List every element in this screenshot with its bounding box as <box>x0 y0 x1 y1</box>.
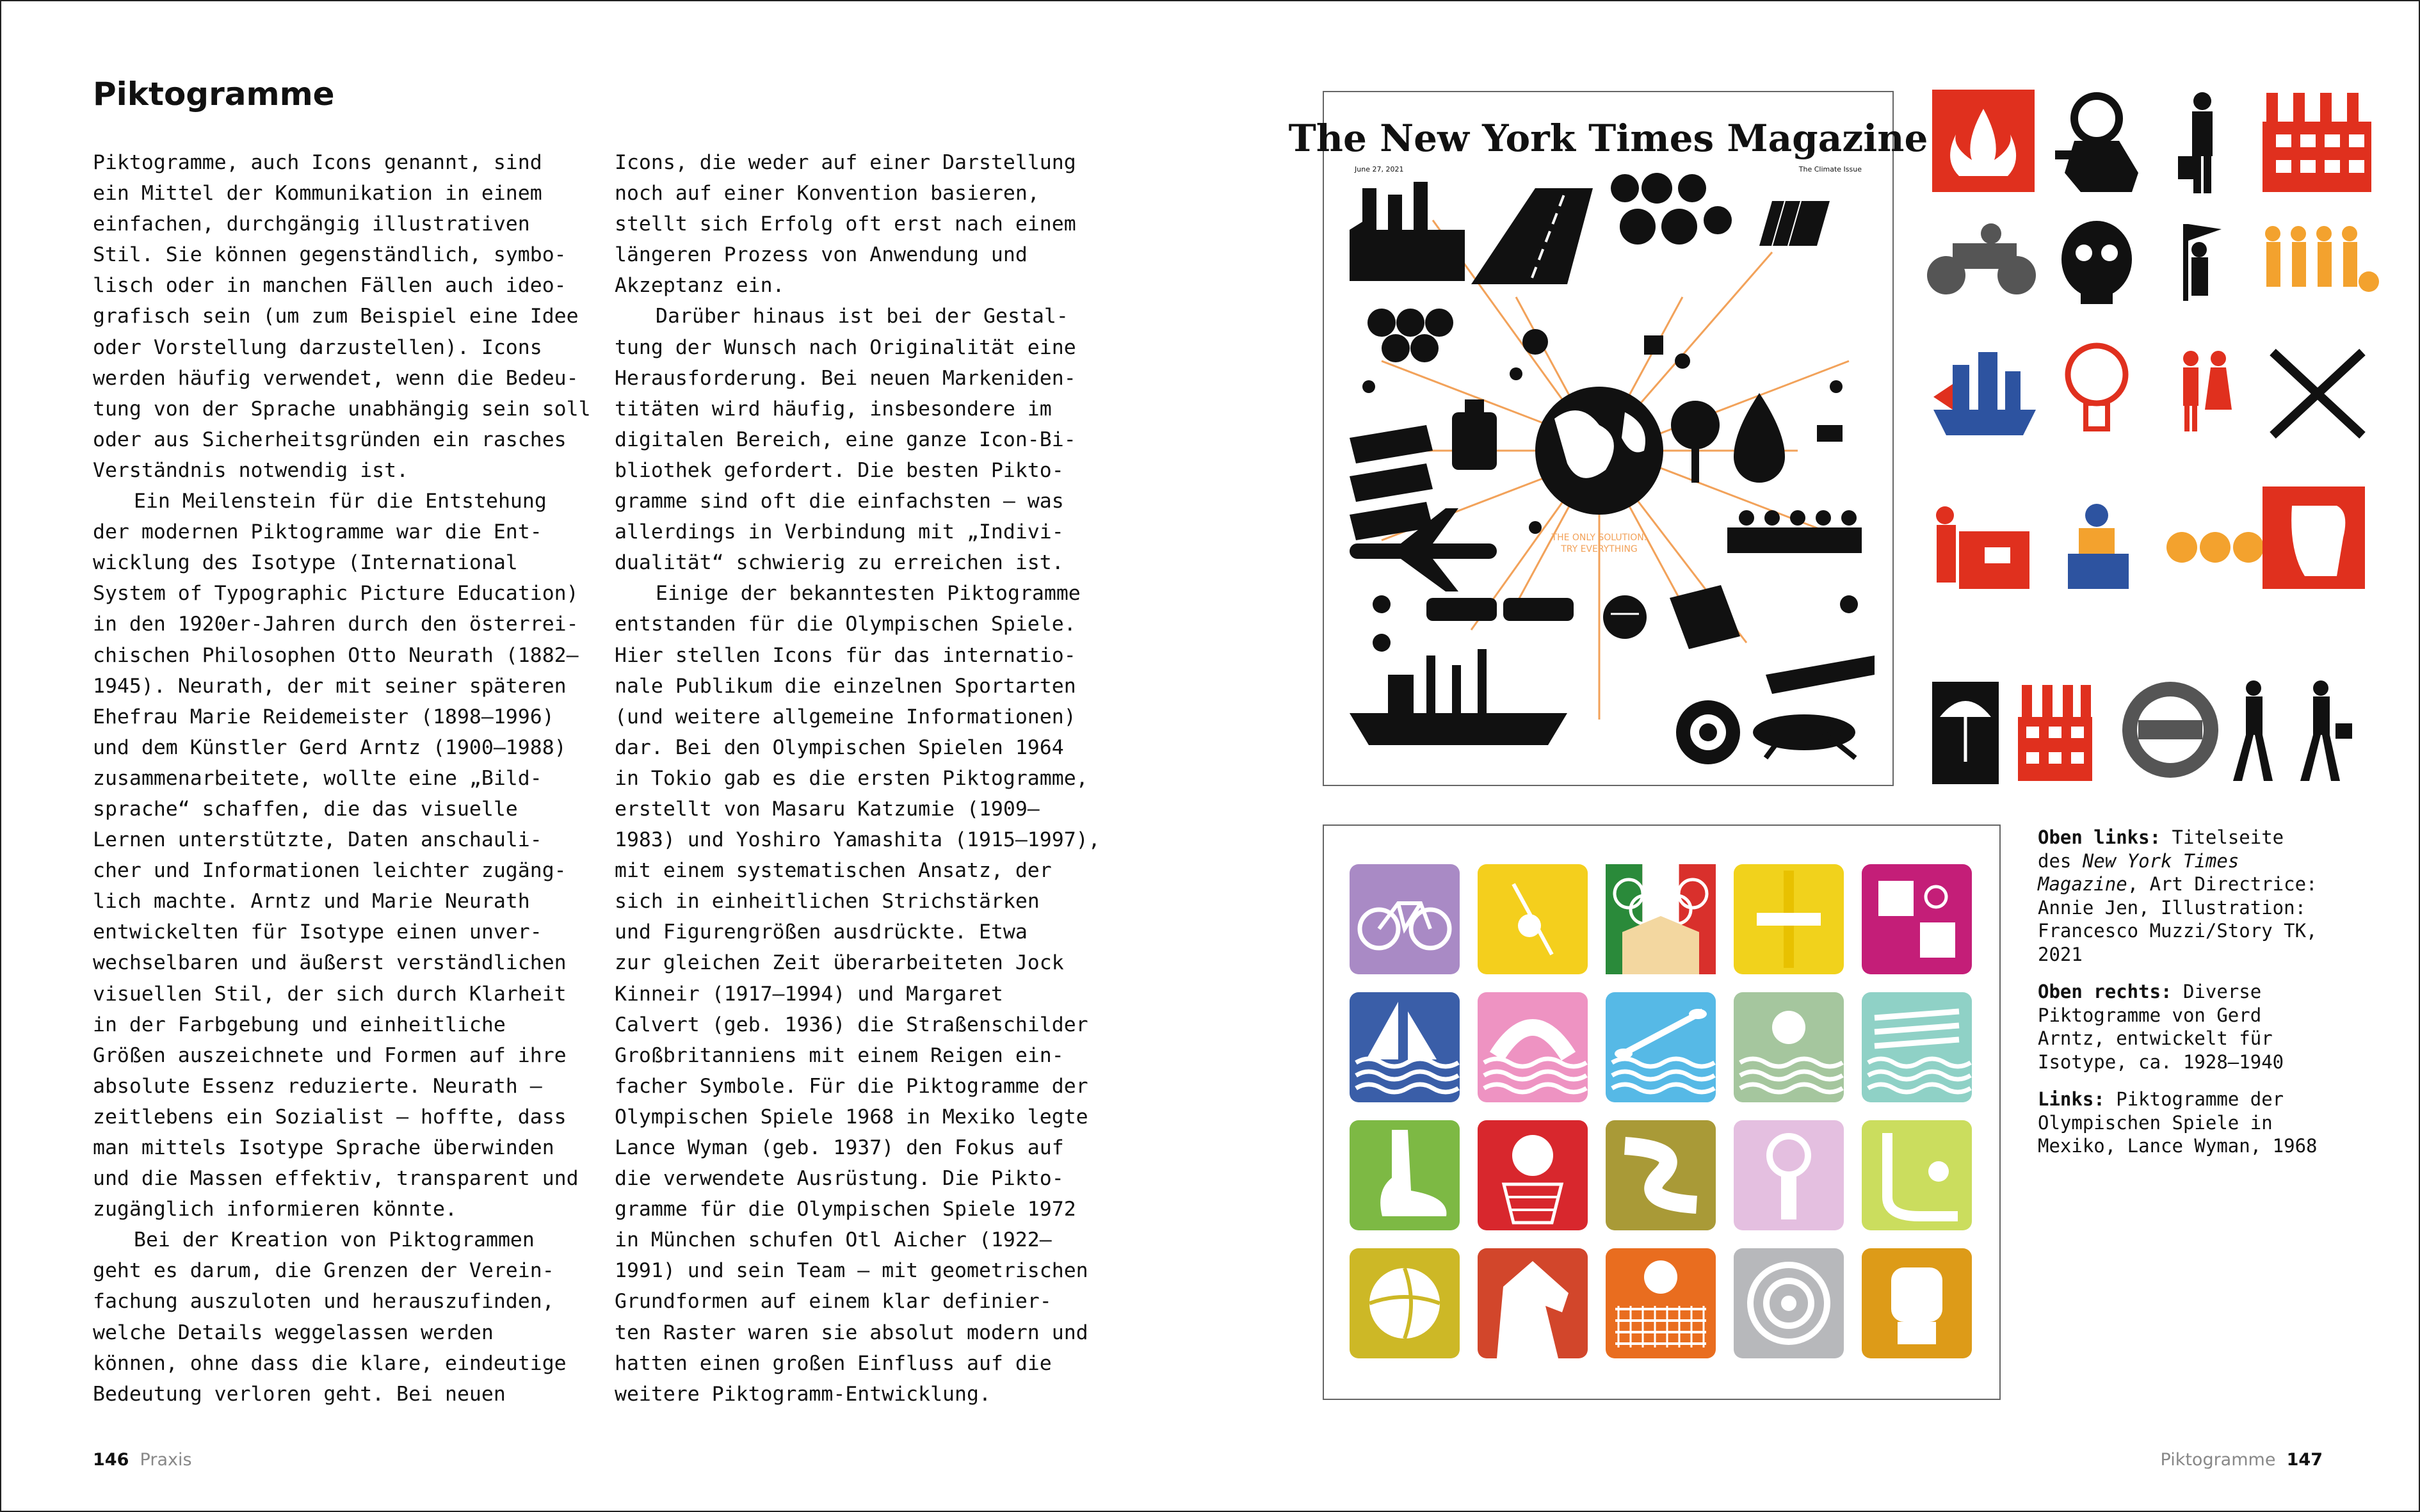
text-line: 1991) und sein Team – mit geometrischen <box>615 1259 1088 1283</box>
text-line: ten Raster waren sie absolut modern und <box>615 1321 1088 1344</box>
text-line: fachung auszuloten und herauszufinden, <box>93 1290 554 1314</box>
text-line: stellt sich Erfolg oft erst nach einem <box>615 213 1076 236</box>
paragraph <box>93 486 592 1225</box>
text-line: allerdings in Verbindung mit „Indivi- <box>615 520 1064 544</box>
canoeing-icon <box>1606 992 1716 1102</box>
boxing-icon <box>1862 1248 1972 1358</box>
scale-icon <box>1603 595 1647 639</box>
footer-left <box>93 1450 192 1470</box>
caption-line <box>2038 826 2396 849</box>
gymnastics-icon <box>1734 1120 1844 1230</box>
caption-line: Olympischen Spiele in <box>2038 1111 2273 1134</box>
text-line: und Figurengrößen ausdrückte. Etwa <box>615 921 1028 944</box>
shooting-icon <box>1734 1248 1844 1358</box>
text-line: Grundformen auf einem klar definier- <box>615 1290 1052 1314</box>
text-line: wicklung des Isotype (International <box>93 551 518 575</box>
text-line: tung der Wunsch nach Originalität eine <box>615 335 1076 359</box>
nyt-masthead: The New York Times Magazine <box>1288 117 1928 160</box>
paragraph <box>615 578 1114 1410</box>
sailing-ship-icon <box>1933 352 2036 435</box>
text-line: zugänglich informieren könnte. <box>93 1198 457 1221</box>
text-line: gramme sind oft die einfachsten – was <box>615 490 1064 513</box>
paragraph <box>93 147 592 486</box>
caption-title-italic: New York Times <box>2082 849 2239 872</box>
text-line: Lernen unterstützte, Daten anschauli- <box>93 828 542 852</box>
text-line: sich in einheitlichen Strichstärken <box>615 890 1040 913</box>
caption-text: , Art Directrice: <box>2127 873 2318 895</box>
text-line: tung von der Sprache unabhängig sein soll <box>93 397 591 421</box>
text-line: noch auf einer Konvention basieren, <box>615 182 1040 205</box>
light-bulb-icon <box>2068 346 2126 429</box>
text-line: absolute Essenz reduzierte. Neurath – <box>93 1074 542 1098</box>
caption-title-italic: Magazine <box>2038 873 2127 895</box>
fork-knife-icon <box>2273 352 2362 435</box>
text-line: längeren Prozess von Anwendung und <box>615 243 1028 267</box>
text-line: und dem Künstler Gerd Arntz (1900–1988) <box>93 736 567 759</box>
text-line: Darüber hinaus ist bei der Gestal- <box>656 305 1069 328</box>
equestrian-icon <box>1478 1248 1588 1358</box>
umbrella-icon <box>1932 682 1999 784</box>
text-line: ein Mittel der Kommunikation in einem <box>93 182 542 205</box>
motorcycle-icon <box>1927 223 2036 294</box>
meeting-icon <box>1727 510 1862 553</box>
handshake-wheel-icon <box>2122 682 2218 778</box>
caption-text: Piktogramme der <box>2116 1088 2284 1110</box>
caption-line: Mexiko, Lance Wyman, 1968 <box>2038 1135 2318 1157</box>
text-line: 1945). Neurath, der mit seiner späteren <box>93 674 567 698</box>
cover-slogan-1: THE ONLY SOLUTION: <box>1551 533 1647 543</box>
text-line: und die Massen effektiv, transparent und <box>93 1167 579 1191</box>
text-line: nale Publikum die einzelnen Sportarten <box>615 674 1076 698</box>
text-line: in München schufen Otl Aicher (1922– <box>615 1228 1052 1252</box>
text-line: in Tokio gab es die ersten Piktogramme, <box>615 766 1088 790</box>
caption-line: Isotype, ca. 1928–1940 <box>2038 1050 2284 1073</box>
text-line: entwickelten für Isotype einen unver- <box>93 921 542 944</box>
apples-icon <box>2166 532 2264 563</box>
caption-text: des <box>2038 849 2083 872</box>
nyt-cover-illustration <box>1288 92 1928 785</box>
section-label-right: Piktogramme <box>2160 1450 2276 1470</box>
raised-fist-icon <box>2263 487 2365 589</box>
page-title: Piktogramme <box>93 76 335 113</box>
nyt-magazine-cover <box>1288 91 1928 786</box>
text-line: entstanden für die Olympischen Spiele. <box>615 613 1076 636</box>
text-line: oder aus Sicherheitsgründen ein rasches <box>93 428 567 451</box>
text-line: Lance Wyman (geb. 1937) den Fokus auf <box>615 1136 1064 1159</box>
walking-people-icon <box>2233 680 2352 781</box>
text-line: (und weitere allgemeine Informationen) <box>615 705 1076 728</box>
text-line: welche Details weggelassen werden <box>93 1321 494 1344</box>
recycle-icon <box>1676 700 1740 764</box>
diving-icon <box>1478 992 1588 1102</box>
caption-paragraph <box>2038 1088 2396 1158</box>
text-line: lisch oder in manchen Fällen auch ideo- <box>93 274 567 298</box>
text-line: 1983) und Yoshiro Yamashita (1915–1997), <box>615 828 1101 852</box>
caption-label: Oben links: <box>2038 826 2161 848</box>
text-line: sprache“ schaffen, die das visuelle <box>93 797 518 821</box>
volleyball-icon <box>1350 1248 1460 1358</box>
text-line: die verwendete Ausrüstung. Die Pikto- <box>615 1167 1064 1191</box>
text-line: Ehefrau Marie Reidemeister (1898–1996) <box>93 705 554 728</box>
caption-line: Annie Jen, Illustration: <box>2038 896 2307 919</box>
text-line: Stil. Sie können gegenständlich, symbo- <box>93 243 567 267</box>
text-line: Ein Meilenstein für die Entstehung <box>134 490 547 513</box>
text-line: wechselbaren und äußerst verständlichen <box>93 951 567 975</box>
worker-pipe-icon <box>2055 96 2138 192</box>
figure-captions <box>2038 826 2396 1172</box>
rowing-icon <box>1862 992 1972 1102</box>
footer-right <box>2161 1450 2323 1470</box>
caption-line: Piktogramme von Gerd <box>2038 1004 2262 1026</box>
caption-label: Oben rechts: <box>2038 981 2172 1002</box>
hockey-icon <box>1862 1120 1972 1230</box>
water-polo-icon <box>1734 992 1844 1102</box>
flag-bearer-icon <box>2183 224 2222 301</box>
basketball-icon <box>1478 1120 1588 1230</box>
modern-pentathlon-icon <box>1862 864 1972 974</box>
text-line: gramme für die Olympischen Spiele 1972 <box>615 1198 1076 1221</box>
text-line: man mittels Isotype Sprache überwinden <box>93 1136 554 1159</box>
olympic-rings-icon <box>1606 864 1716 974</box>
text-line: Größen auszeichnete und Formen auf ihre <box>93 1043 567 1067</box>
globe-icon <box>1535 387 1663 515</box>
text-line: oder Vorstellung darzustellen). Icons <box>93 335 542 359</box>
text-line: der modernen Piktogramme war die Ent- <box>93 520 542 544</box>
text-line: grafisch sein (um zum Beispiel eine Idee <box>93 305 579 328</box>
text-line: einfachen, durchgängig illustrativen <box>93 213 530 236</box>
body-column-right <box>615 147 1114 1410</box>
text-line: Bedeutung verloren geht. Bei neuen <box>93 1382 506 1406</box>
nyt-issue: The Climate Issue <box>1798 165 1862 173</box>
text-line: können, ohne dass die klare, eindeutige <box>93 1351 567 1375</box>
text-line: Verständnis notwendig ist. <box>93 458 409 482</box>
text-line: Icons, die weder auf einer Darstellung <box>615 151 1076 174</box>
sailing-icon <box>1350 992 1460 1102</box>
text-line: Olympischen Spiele 1968 in Mexiko legte <box>615 1105 1088 1129</box>
text-line: bliothek gefordert. Die besten Pikto- <box>615 458 1064 482</box>
text-line: erstellt von Masaru Katzumie (1909– <box>615 797 1040 821</box>
text-line: cher und Informationen leichter zugäng- <box>93 859 567 883</box>
weightlifting-icon <box>1734 864 1844 974</box>
text-line: Bei der Kreation von Piktogrammen <box>134 1228 535 1252</box>
text-line: dualität“ schwierig zu erreichen ist. <box>615 551 1064 575</box>
text-line: visuellen Stil, der sich durch Klarheit <box>93 982 567 1006</box>
caption-line <box>2038 873 2396 896</box>
marching-soldiers-icon <box>2265 226 2379 292</box>
factory-icon-2 <box>2018 685 2092 781</box>
text-line: chischen Philosophen Otto Neurath (1882– <box>93 643 579 667</box>
text-line: Piktogramme, auch Icons genannt, sind <box>93 151 542 174</box>
text-line: weitere Piktogramm-Entwicklung. <box>615 1382 991 1406</box>
text-line: Einige der bekanntesten Piktogramme <box>656 582 1081 606</box>
woman-worker-icon <box>2068 504 2129 589</box>
text-line: mit einem systematischen Ansatz, der <box>615 859 1052 883</box>
worker-machine-icon <box>1936 506 2029 589</box>
text-line: digitalen Bereich, eine ganze Icon-Bi- <box>615 428 1076 451</box>
caption-paragraph <box>2038 826 2396 966</box>
paragraph <box>615 147 1114 301</box>
athletics-icon <box>1350 1120 1460 1230</box>
nyt-date: June 27, 2021 <box>1355 165 1404 173</box>
solar-array-icon <box>1350 425 1433 540</box>
caption-label: Links: <box>2038 1088 2105 1110</box>
bicycle-icon <box>1350 864 1460 974</box>
text-line: zusammenarbeitete, wollte eine „Bild- <box>93 766 542 790</box>
page-number-left: 146 <box>93 1450 129 1470</box>
caption-paragraph <box>2038 980 2396 1074</box>
arntz-icons <box>1927 90 2401 787</box>
wrestling-icon <box>1606 1120 1716 1230</box>
text-line: Großbritanniens mit einem Reigen ein- <box>615 1043 1064 1067</box>
text-line: hatten einen großen Einfluss auf die <box>615 1351 1052 1375</box>
text-line: Kinneir (1917–1994) und Margaret <box>615 982 1003 1006</box>
paragraph <box>93 1225 592 1410</box>
olympic-pictograms <box>1324 826 1999 1399</box>
text-line: zeitlebens ein Sozialist – hoffte, dass <box>93 1105 567 1129</box>
olympic-pictogram-grid <box>1323 824 2001 1400</box>
caption-line: Arntz, entwickelt für <box>2038 1027 2273 1049</box>
text-line: werden häufig verwendet, wenn die Bedeu- <box>93 366 579 390</box>
factory-icon <box>2263 93 2371 192</box>
cover-slogan-2: TRY EVERYTHING <box>1561 544 1638 554</box>
text-line: lich machte. Arntz und Marie Neurath <box>93 890 530 913</box>
volleyball-net-icon <box>1606 1248 1716 1358</box>
text-line: facher Symbole. Für die Piktogramme der <box>615 1074 1088 1098</box>
caption-line <box>2038 849 2396 873</box>
page-number-right: 147 <box>2286 1450 2323 1470</box>
text-line: in der Farbgebung und einheitliche <box>93 1013 506 1036</box>
text-line: Hier stellen Icons für das internatio- <box>615 643 1076 667</box>
body-column-left <box>93 147 592 1410</box>
text-line: geht es darum, die Grenzen der Verein- <box>93 1259 554 1283</box>
text-line: dar. Bei den Olympischen Spielen 1964 <box>615 736 1064 759</box>
fencing-icon <box>1478 864 1588 974</box>
paragraph <box>615 301 1114 578</box>
caption-line: 2021 <box>2038 943 2083 965</box>
text-line: titäten wird häufig, insbesondere im <box>615 397 1052 421</box>
text-line: zur gleichen Zeit überarbeiteten Jock <box>615 951 1064 975</box>
caption-line <box>2038 980 2396 1004</box>
text-line: in den 1920er-Jahren durch den österrei- <box>93 613 579 636</box>
text-line: Herausforderung. Bei neuen Markeniden- <box>615 366 1076 390</box>
couple-icon <box>2183 351 2232 431</box>
fire-icon <box>1932 90 2035 192</box>
caption-line <box>2038 1088 2396 1111</box>
caption-text: Titelseite <box>2172 826 2284 848</box>
section-label-left: Praxis <box>140 1450 192 1470</box>
caption-text: Diverse <box>2182 981 2262 1002</box>
caption-line: Francesco Muzzi/Story TK, <box>2038 920 2318 942</box>
text-line: Calvert (geb. 1936) die Straßenschilder <box>615 1013 1088 1036</box>
skull-icon <box>2061 221 2132 304</box>
businessman-icon <box>2178 92 2213 193</box>
text-line: Akzeptanz ein. <box>615 274 785 298</box>
text-line: System of Typographic Picture Education) <box>93 582 579 606</box>
